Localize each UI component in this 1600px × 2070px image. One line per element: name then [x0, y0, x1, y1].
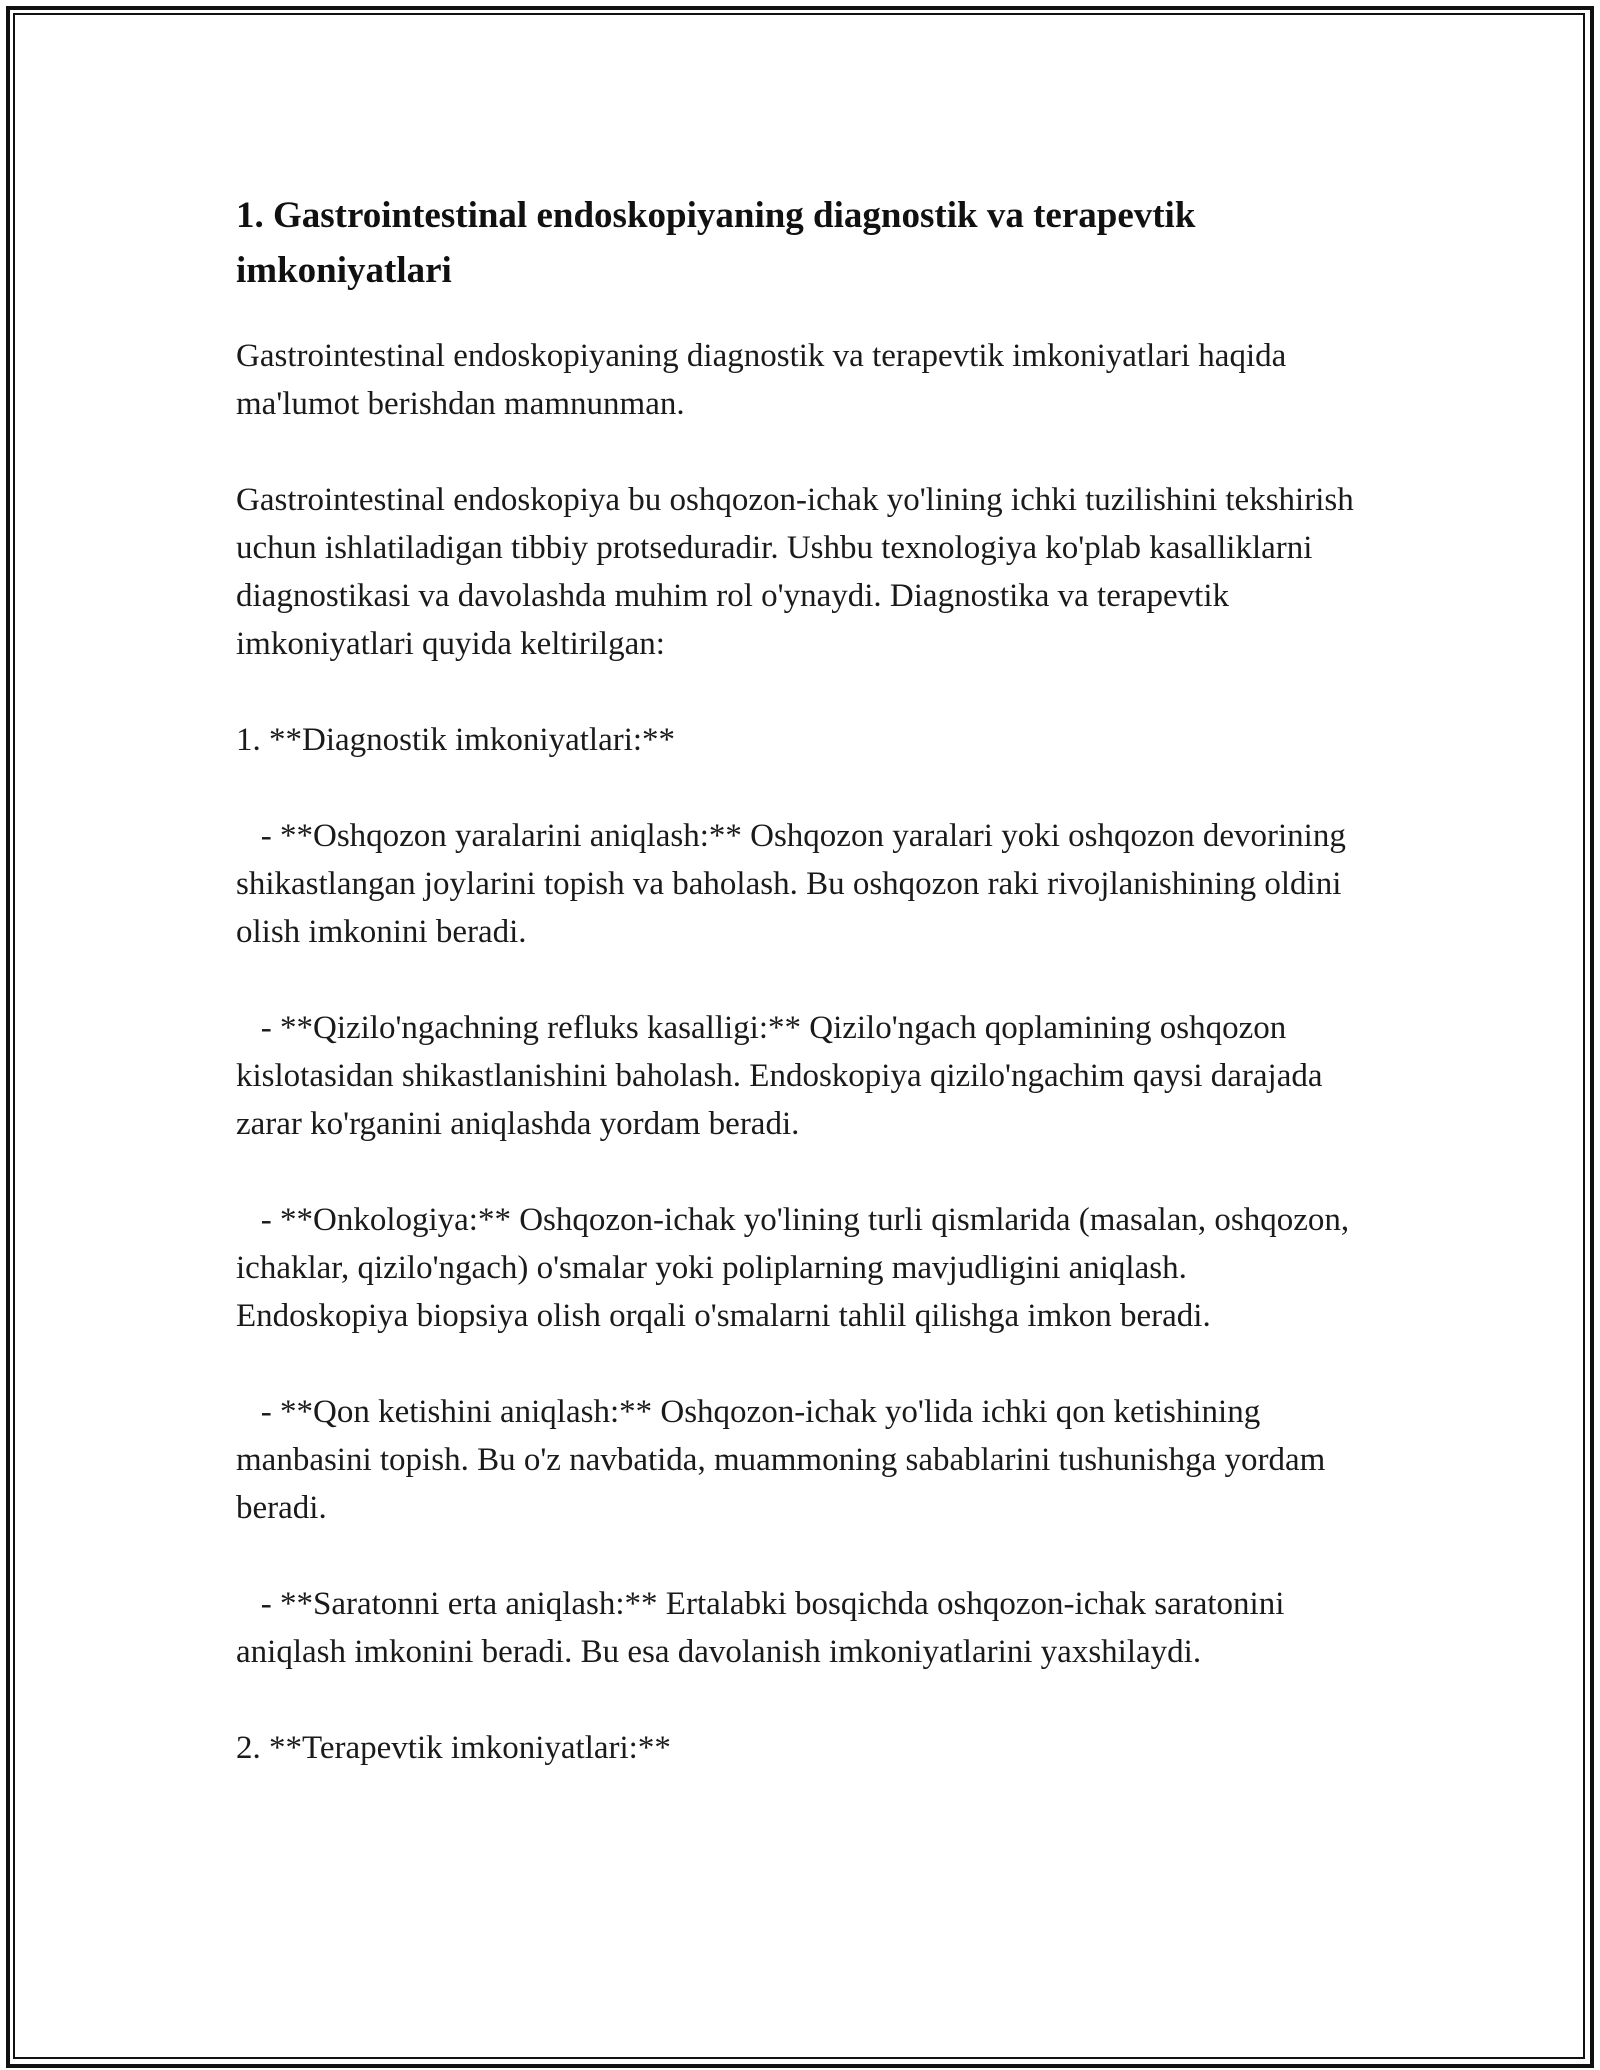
section-heading-diagnostic: 1. **Diagnostik imkoniyatlari:**	[236, 722, 676, 758]
list-item-ulcers: - **Oshqozon yaralarini aniqlash:** Oshqozon yaralari yoki oshqozon devorining shikastlangan joylarini topish va baholash. Bu oshqozon raki rivojlanishining oldini olish imkonini beradi.	[236, 818, 1355, 950]
section-heading-therapeutic: 2. **Terapevtik imkoniyatlari:**	[236, 1730, 671, 1766]
list-item-early-cancer: - **Saratonni erta aniqlash:** Ertalabki bosqichda oshqozon-ichak saratonini aniqlash imkonini beradi. Bu esa davolanish imkoniyatlarini yaxshilaydi.	[236, 1586, 1293, 1670]
document-body	[236, 188, 1366, 1772]
paragraph-overview: Gastrointestinal endoskopiya bu oshqozon-ichak yo'lining ichki tuzilishini tekshirish uchun ishlatiladigan tibbiy protseduradir. Ushbu texnologiya ko'plab kasalliklarni diagnostikasi va davolashda muhim rol o'ynaydi. Diagnostika va terapevtik imkoniyatlari quyida keltirilgan:	[236, 482, 1362, 662]
paragraph-intro: Gastrointestinal endoskopiyaning diagnostik va terapevtik imkoniyatlari haqida ma'lumot berishdan mamnunman.	[236, 338, 1295, 422]
list-item-bleeding: - **Qon ketishini aniqlash:** Oshqozon-ichak yo'lida ichki qon ketishining manbasini topish. Bu o'z navbatida, muammoning sabablarini tushunishga yordam beradi.	[236, 1394, 1334, 1526]
list-item-oncology: - **Onkologiya:** Oshqozon-ichak yo'lining turli qismlarida (masalan, oshqozon, ichaklar, qizilo'ngach) o'smalar yoki poliplarning mavjudligini aniqlash. Endoskopiya biopsiya olish orqali o'smalarni tahlil qilishga imkon beradi.	[236, 1202, 1358, 1334]
document-title: 1. Gastrointestinal endoskopiyaning diagnostik va terapevtik imkoniyatlari	[236, 195, 1196, 291]
list-item-reflux: - **Qizilo'ngachning refluks kasalligi:** Qizilo'ngach qoplamining oshqozon kislotasidan shikastlanishini baholash. Endoskopiya qizilo'ngachim qaysi darajada zarar ko'rganini aniqlashda yordam beradi.	[236, 1010, 1331, 1142]
